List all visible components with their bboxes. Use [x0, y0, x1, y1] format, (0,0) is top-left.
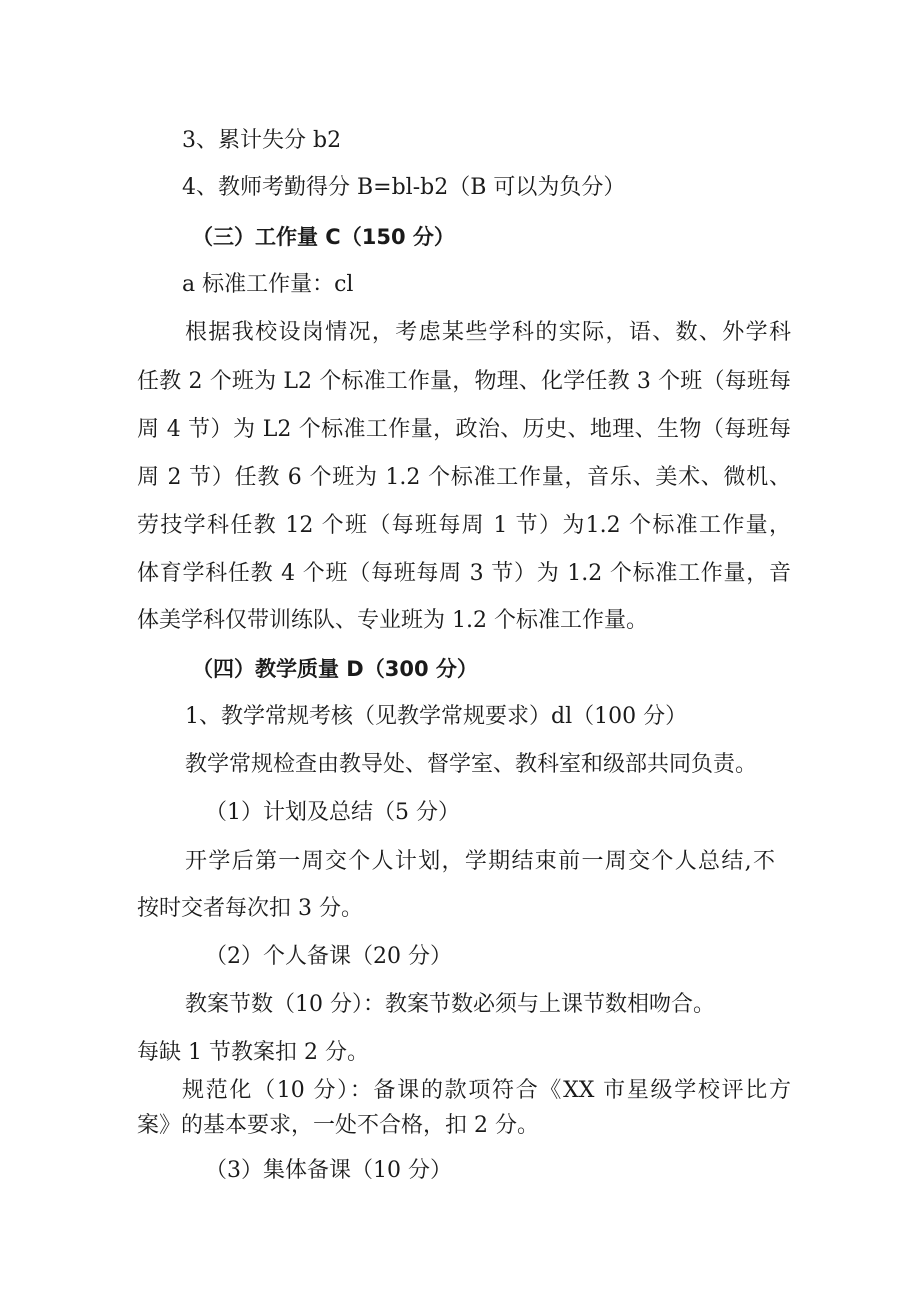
section-heading-workload: （三）工作量 C（150 分） [192, 225, 455, 249]
attendance-item-3: 3、累计失分 b2 [182, 128, 342, 153]
workload-para-line: 周 4 节）为 L2 个标准工作量，政治、历史、地理、生物（每班每 [137, 417, 791, 442]
plan-para-line: 按时交者每次扣 3 分。 [137, 896, 363, 921]
workload-para-line: 根据我校设岗情况，考虑某些学科的实际，语、数、外学科 [185, 320, 791, 345]
quality-item-1: 1、教学常规考核（见教学常规要求）dl（100 分） [185, 704, 688, 729]
subsection-title-lesson-prep: （2）个人备课（20 分） [205, 944, 452, 969]
section-heading-quality: （四）教学质量 D（300 分） [192, 657, 478, 681]
workload-standard-label: a 标准工作量：cl [182, 272, 354, 297]
attendance-item-4: 4、教师考勤得分 B=bl-b2（B 可以为负分） [182, 175, 626, 200]
subsection-title-plan: （1）计划及总结（5 分） [205, 800, 460, 825]
workload-para-line: 任教 2 个班为 L2 个标准工作量，物理、化学任教 3 个班（每班每 [137, 369, 791, 394]
lesson-prep-line: 规范化（10 分）：备课的款项符合《XX 市星级学校评比方 [182, 1078, 791, 1103]
plan-para-line: 开学后第一周交个人计划，学期结束前一周交个人总结,不 [185, 849, 775, 874]
lesson-prep-line: 每缺 1 节教案扣 2 分。 [137, 1040, 369, 1065]
workload-para-line: 体美学科仅带训练队、专业班为 1.2 个标准工作量。 [137, 608, 648, 633]
quality-item-1-desc: 教学常规检查由教导处、督学室、教科室和级部共同负责。 [185, 752, 758, 777]
workload-para-line: 劳技学科任教 12 个班（每班每周 1 节）为1.2 个标准工作量， [137, 513, 791, 538]
workload-para-line: 周 2 节）任教 6 个班为 1.2 个标准工作量，音乐、美术、微机、 [137, 465, 791, 490]
lesson-prep-line: 案》的基本要求，一处不合格，扣 2 分。 [137, 1113, 539, 1138]
subsection-title-group-prep: （3）集体备课（10 分） [205, 1158, 452, 1183]
workload-para-line: 体育学科任教 4 个班（每班每周 3 节）为 1.2 个标准工作量，音 [137, 561, 791, 586]
lesson-prep-line: 教案节数（10 分）：教案节数必须与上课节数相吻合。 [185, 992, 715, 1017]
